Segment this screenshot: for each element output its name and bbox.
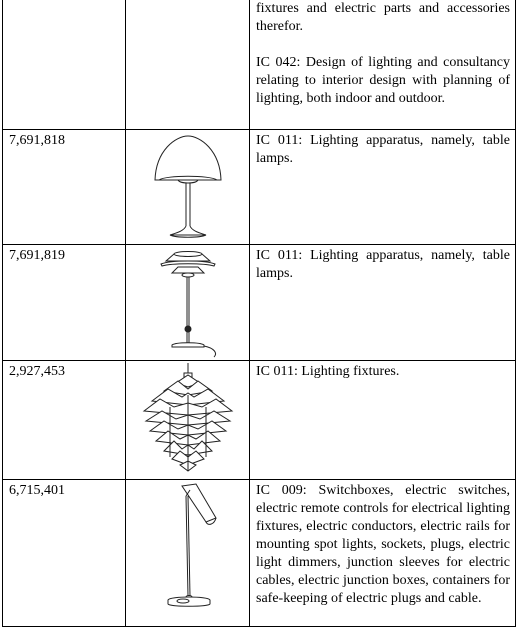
goods-paragraph: IC 042: Design of lighting and consultancy relating to interior design with planning of lighting, both indoor and outdoor. (256, 55, 510, 106)
registration-number-cell (3, 244, 126, 360)
goods-paragraph: IC 011: Lighting apparatus, namely, table lamps. (256, 247, 510, 281)
layered-shade-table-lamp-icon (126, 245, 250, 359)
registration-number-cell (3, 479, 126, 626)
registration-number: 6,715,401 (9, 482, 65, 498)
goods-paragraph: IC 011: Lighting apparatus, namely, table lamps. (256, 132, 510, 166)
registration-number: 2,927,453 (9, 363, 65, 379)
mark-image-cell (126, 244, 250, 360)
goods-paragraph: IC 009: Switchboxes, electric switches, electric remote controls for electrical lighting fixtures, electric conductors, electric rails for mounting spot lights, sockets, plugs, electric light dimmers, junction sleeves for electric cables, electric junction boxes, containers for safe-keeping of electric plugs and cable. (256, 482, 510, 606)
table-row (3, 0, 516, 129)
goods-services-cell (250, 129, 516, 244)
table-row (3, 479, 516, 626)
angled-desk-lamp-icon (126, 480, 250, 622)
registration-number-cell (3, 129, 126, 244)
mark-image-cell (126, 360, 250, 479)
goods-paragraph: IC 011: Lighting fixtures. (256, 363, 400, 379)
table-row (3, 129, 516, 244)
mushroom-table-lamp-icon (126, 130, 250, 243)
goods-services-cell (250, 0, 516, 129)
table-row (3, 360, 516, 479)
mark-image-cell (126, 0, 250, 129)
table-row (3, 244, 516, 360)
registration-table (2, 0, 516, 627)
goods-paragraph: fixtures and electric parts and accessories therefor. (256, 1, 510, 34)
mark-image-cell (126, 479, 250, 626)
mark-image-cell (126, 129, 250, 244)
artichoke-pendant-lamp-icon (126, 361, 250, 478)
registration-number: 7,691,818 (9, 132, 65, 148)
registration-number: 7,691,819 (9, 247, 65, 263)
registration-number-cell (3, 0, 126, 129)
registration-number-cell (3, 360, 126, 479)
goods-services-cell (250, 244, 516, 360)
goods-services-cell (250, 479, 516, 626)
goods-services-cell (250, 360, 516, 479)
